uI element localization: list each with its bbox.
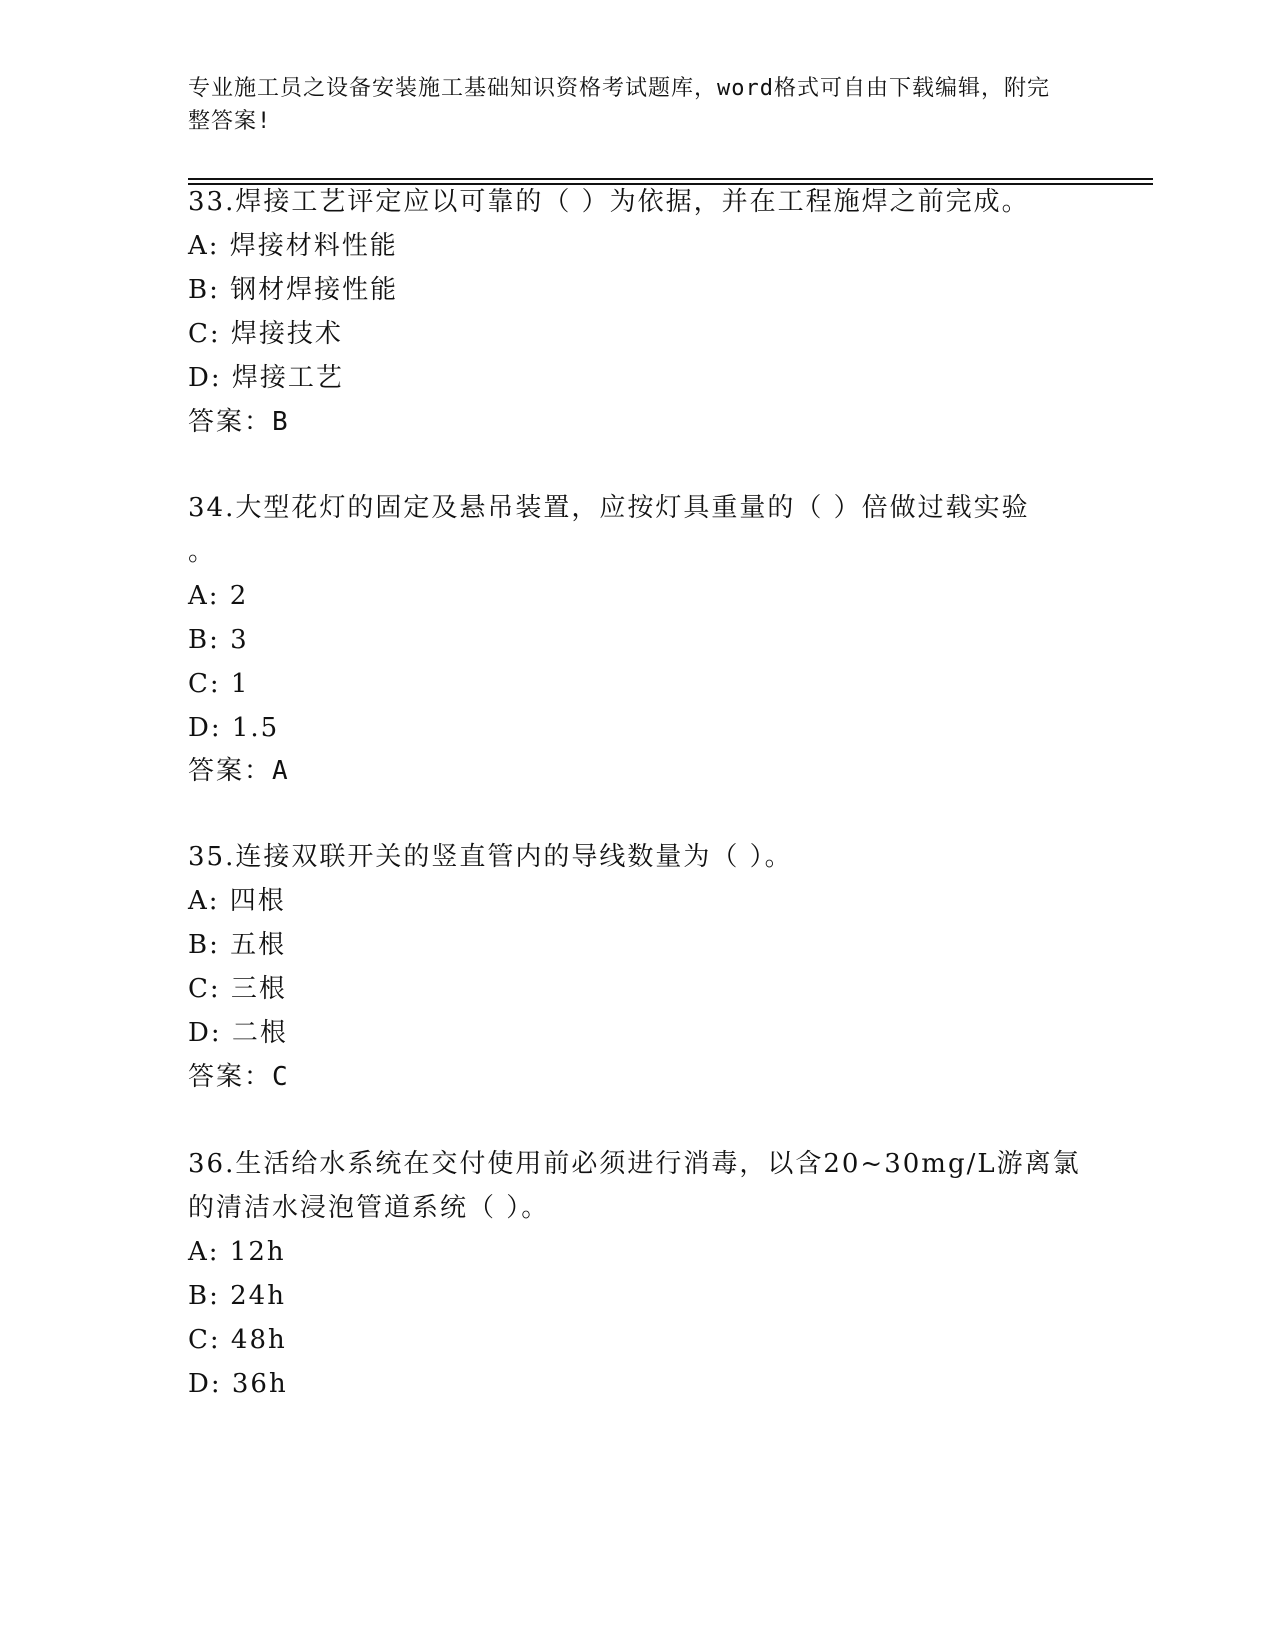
question-34-option-c: C: 1 [188, 669, 250, 699]
document-header [188, 72, 1068, 138]
question-33-option-b: B: 钢材焊接性能 [188, 275, 399, 305]
header-divider-bottom [188, 183, 1153, 185]
question-36-stem-line2: 的清洁水浸泡管道系统（ ）。 [188, 1193, 550, 1223]
question-34-answer: 答案：A [188, 756, 290, 786]
question-33-option-c: C: 焊接技术 [188, 319, 343, 349]
question-34-stem-line2: 。 [188, 537, 217, 567]
question-33-stem: 33.焊接工艺评定应以可靠的（ ）为依据，并在工程施焊之前完成。 [188, 187, 1030, 217]
question-33-option-d: D: 焊接工艺 [188, 363, 344, 393]
question-34-stem-line1: 34.大型花灯的固定及悬吊装置，应按灯具重量的（ ）倍做过载实验 [188, 493, 1030, 523]
question-33-answer: 答案：B [188, 407, 290, 437]
question-36-option-a: A: 12h [188, 1237, 286, 1267]
header-divider-top [188, 178, 1153, 180]
question-35-answer: 答案：C [188, 1062, 290, 1092]
question-33-option-a: A: 焊接材料性能 [188, 231, 398, 261]
question-34-option-b: B: 3 [188, 625, 249, 655]
question-34-option-a: A: 2 [188, 581, 249, 611]
question-35-stem: 35.连接双联开关的竖直管内的导线数量为（ ）。 [188, 842, 793, 872]
question-36-option-b: B: 24h [188, 1281, 286, 1311]
question-35-option-a: A: 四根 [188, 886, 286, 916]
document-title: 专业施工员之设备安装施工基础知识资格考试题库，word格式可自由下载编辑，附完整答案! [188, 76, 1050, 134]
question-35-option-b: B: 五根 [188, 930, 287, 960]
question-35-option-d: D: 二根 [188, 1018, 288, 1048]
question-36-option-c: C: 48h [188, 1325, 287, 1355]
question-35-option-c: C: 三根 [188, 974, 287, 1004]
question-36-stem-line1: 36.生活给水系统在交付使用前必须进行消毒，以含20~30mg/L游离氯 [188, 1149, 1081, 1179]
question-34-option-d: D: 1.5 [188, 713, 280, 743]
question-36-option-d: D: 36h [188, 1369, 288, 1399]
